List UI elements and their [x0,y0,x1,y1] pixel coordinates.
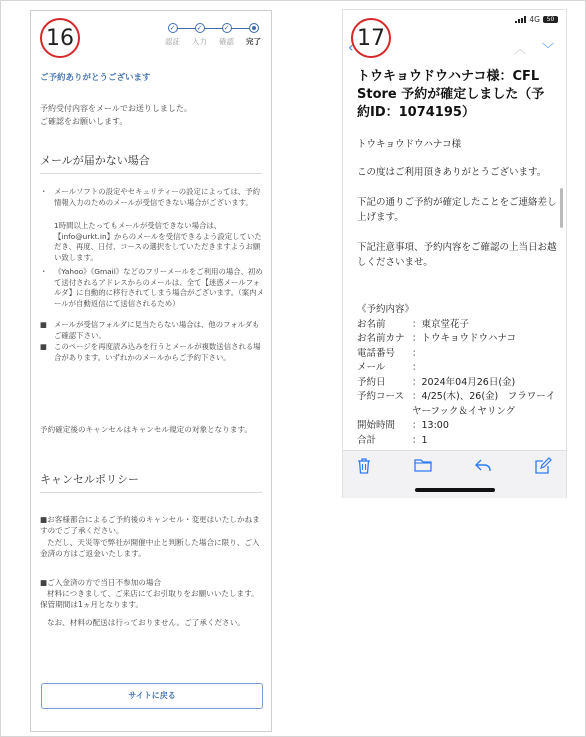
notice-bullet [40,342,266,363]
detail-key: お名前カナ [357,333,405,344]
step-number-badge: 16 [40,18,80,58]
step-input [186,23,213,47]
notice-bullet [40,221,266,263]
back-chevron-icon[interactable]: ‹ [348,40,354,56]
email-greeting: トウキョウドウハナコ様 [357,139,462,150]
step-number-badge: 17 [351,18,391,58]
step-label: 完了 [246,37,261,46]
bullet-marker: ・ [40,267,48,276]
detail-key: 合計 [357,435,377,446]
bullet-text: このページを再度読み込みを行うとメールが複数送信される場合があります。いずれかのメールからご予約下さい。 [54,342,261,362]
detail-key: 予約コース [357,391,405,402]
policy-text-3-title: ■ご入金済の方で当日不参加の場合 [40,578,162,587]
thanks-message: ご予約ありがとうございます [40,73,151,83]
email-body-2: 下記の通りご予約が確定したことをご連絡差し上げます。 [357,197,557,223]
detail-key: メール [357,362,386,373]
network-label: 4G [529,15,540,24]
compose-icon[interactable] [534,457,554,477]
email-body-3: 下記注意事項、予約内容をご確認の上当日お越しくださいませ。 [357,242,557,268]
detail-value: ：東京堂花子 [412,319,470,330]
cancel-note: 予約確定後のキャンセルはキャンセル規定の対象となります。 [40,425,253,434]
previous-message-icon[interactable]: ︿ [514,42,527,56]
policy-text-2: ただし、天災等で弊社が開催中止と判断した場合に限り、ご入金済の方はご返金いたします。 [40,538,260,558]
notice-bullet [40,187,266,208]
progress-steps [159,23,267,55]
step-label: 確認 [219,37,234,46]
bullet-marker: ■ [40,320,47,329]
policy-text-4: なお、材料の配送は行っておりません。ご了承ください。 [47,618,245,627]
detail-value: ： [412,362,422,373]
scrollbar[interactable] [560,188,563,228]
reply-icon[interactable] [474,457,494,477]
booking-complete-page [30,10,272,732]
check-icon: ✓ [222,23,232,33]
bullet-text: メールソフトの設定やセキュリティーの設定によっては、予約情報入力のためのメールが受信できない場合がございます。 [54,187,261,207]
mail-toolbar [343,450,566,498]
check-icon: ✓ [195,23,205,33]
policy-text-1: ■お客様都合によるご予約後のキャンセル・変更はいたしかねますのでご了承ください。 [40,515,260,535]
detail-value: ： [412,348,422,359]
step-confirm [213,23,240,47]
notice-bullet [40,320,266,341]
detail-value: ：4/25(木)、26(金) フラワーイヤーフック＆イヤリング [412,391,556,417]
detail-key: 開始時間 [357,420,396,431]
current-step-dot-icon [249,23,259,33]
divider [40,492,262,493]
email-body-1: この度はご利用頂きありがとうございます。 [357,167,547,178]
details-title: 《予約内容》 [357,304,415,315]
bullet-text: 《Yahoo》《Gmail》などのフリーメールをご利用の場合、初めて送付されるアドレスからのメールは、全て【迷惑メールフォルダ】に自動的に移行されてしまう場合がございます。（案内メールが自動返信にて送信されるため） [54,267,264,308]
policy-text-3: 材料につきまして、ご来店にてお引取りをお願いいたします。保管期間は1ヵ月となります。 [40,589,259,609]
detail-key: 予約日 [357,377,386,388]
detail-value: ：1 [412,435,428,446]
divider [40,173,262,174]
notice-bullet [40,267,266,309]
step-auth [159,23,186,47]
detail-value: ：トウキョウドウハナコ [412,333,517,344]
step-label: 入力 [192,37,207,46]
detail-value: ：13:00 [412,420,449,431]
intro-line-1: 予約受付内容をメールでお送りしました。 [40,104,192,113]
battery-icon: 50 [543,16,558,23]
message-nav [502,40,554,57]
step-label: 認証 [165,37,180,46]
check-icon: ✓ [168,23,178,33]
folder-icon[interactable] [414,457,434,477]
confirmation-email-screen [343,10,566,497]
signal-icon [515,16,526,23]
home-indicator[interactable] [415,488,495,492]
back-to-site-button[interactable]: サイトに戻る [41,683,263,709]
next-message-icon[interactable]: ﹀ [541,42,554,56]
email-subject: トウキョウドウハナコ様：CFL Store 予約が確定しました（予約ID：1074195） [357,69,545,120]
intro-line-2: ご確認をお願いします。 [40,117,128,126]
cancel-policy-heading: キャンセルポリシー [40,473,139,486]
bullet-text: 1時間以上たってもメールが受信できない場合は、【info@urkt.in】からのメールを受信できるよう設定していただき、再度、日付、コースの選択をしていただきますようお願い致します。 [54,221,262,262]
bullet-marker: ■ [40,342,47,351]
detail-key: 電話番号 [357,348,396,359]
bullet-marker: ・ [40,187,48,196]
bullet-text: メールが受信フォルダに見当たらない場合は、他のフォルダもご確認下さい。 [54,320,260,340]
detail-key: お名前 [357,319,386,330]
trash-icon[interactable] [356,457,376,477]
step-complete [240,23,267,47]
no-mail-heading: メールが届かない場合 [40,154,150,167]
status-bar [515,15,558,24]
detail-value: ：2024年04月26日(金) [412,377,516,388]
